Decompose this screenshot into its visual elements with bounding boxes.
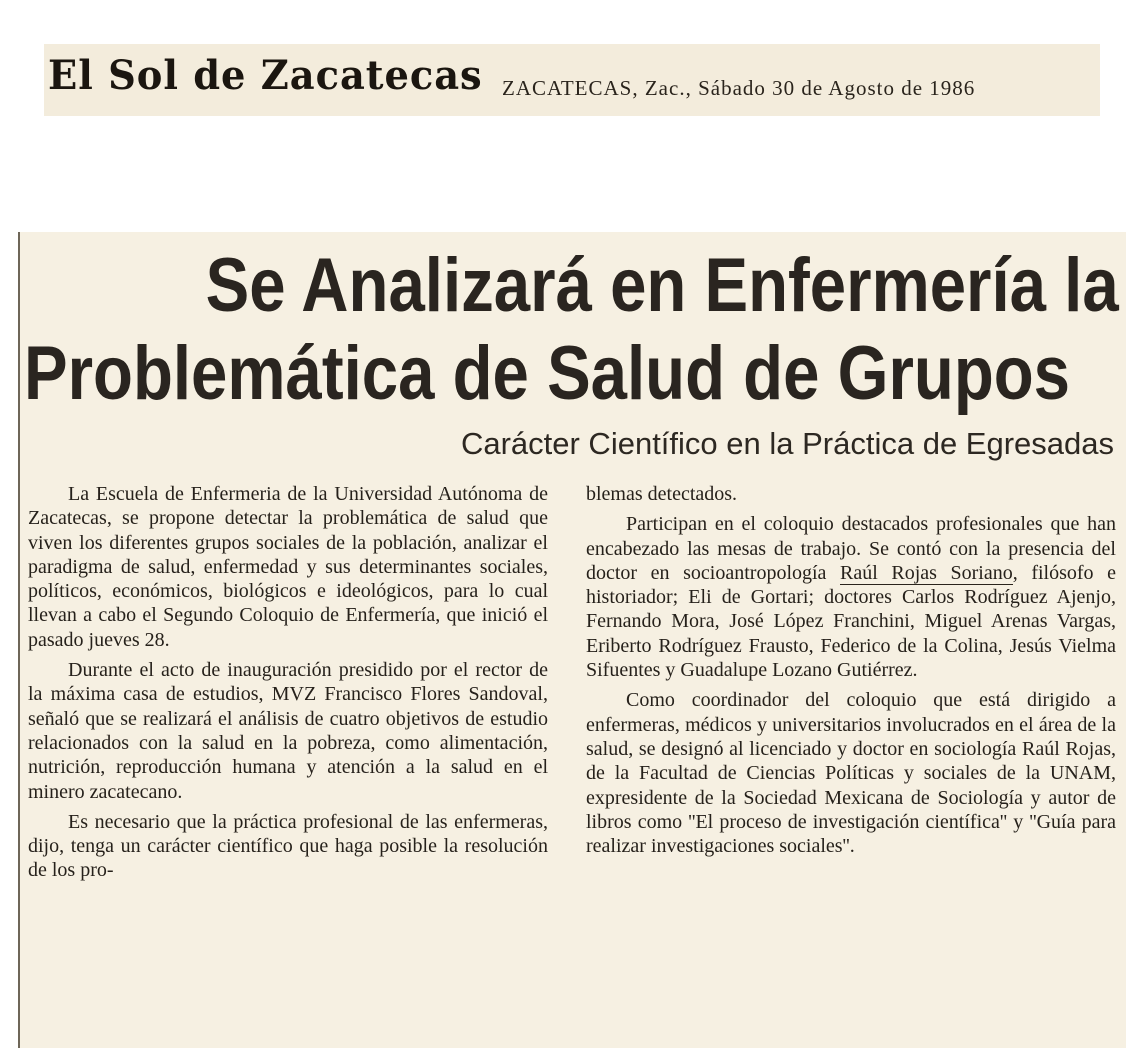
article-column-left [28,482,548,883]
right-paragraph-1-start: Participan en el coloquio destacados profesionales que han encabezado las mesas de trabajo. Se contó con la presencia del doctor en socioantropología [586,513,1116,584]
left-paragraph-1: La Escuela de Enfermeria de la Universidad Autónoma de Zacatecas, se propone detectar la problemática de salud que viven los diferentes grupos sociales de la población, analizar el paradigma de salud, enfermedad y sus determinantes sociales, políticos, económicos, biológicos e ideológicos, para lo cual llevan a cabo el Segundo Coloquio de Enfermería, que inició el pasado jueves 28. [28,483,548,651]
right-paragraph-1 [586,512,1116,682]
left-paragraph-2: Durante el acto de inauguración presidido por el rector de la máxima casa de estudios, MVZ Francisco Flores Sandoval, señaló que se realizará el análisis de cuatro objetivos de estudio relacionados con la salud en la pobreza, como alimentación, nutrición, reproducción humana y atención a la salud en el minero zacatecano. [28,659,548,803]
left-paragraph-3: Es necesario que la práctica profesional de las enfermeras, dijo, tenga un carácter científico que haga posible la resolución de los pro- [28,810,548,882]
right-paragraph-continuation: blemas detectados. [586,483,738,505]
subheadline: Carácter Científico en la Práctica de Egresadas [460,426,1114,461]
headline-line-1-text: Se Analizará en Enfermería la [205,243,1119,328]
dateline: ZACATECAS, Zac., Sábado 30 de Agosto de 1986 [502,76,976,100]
right-paragraph-1-end: , filósofo e historiador; Eli de Gortari; doctores Carlos Rodríguez Ajenjo, Fernando Mora, José López Franchini, Miguel Arenas Vargas, Eriberto Rodríguez Frausto, Federico de la Colina, Jesús Vielma Sifuentes y Guadalupe Lozano Gutiérrez. [586,561,1117,682]
underlined-name: Raúl Rojas Soriano [840,561,1013,584]
headline-line-2-text: Problemática de Salud de Grupos [24,331,1071,416]
headline-line-2 [24,331,1119,416]
right-paragraph-2: Como coordinador del coloquio que está dirigido a enfermeras, médicos y universitarios involucrados en el área de la salud, se designó al licenciado y doctor en sociología Raúl Rojas, de la Facultad de Ciencias Políticas y sociales de la UNAM, expresidente de la Sociedad Mexicana de Sociología y autor de libros como ''El proceso de investigación científica'' y ''Guía para realizar investigaciones sociales''. [586,689,1116,858]
headline-line-1 [24,243,1119,328]
newspaper-logo: El Sol de Zacatecas [48,52,483,99]
article-column-right [586,482,1116,858]
